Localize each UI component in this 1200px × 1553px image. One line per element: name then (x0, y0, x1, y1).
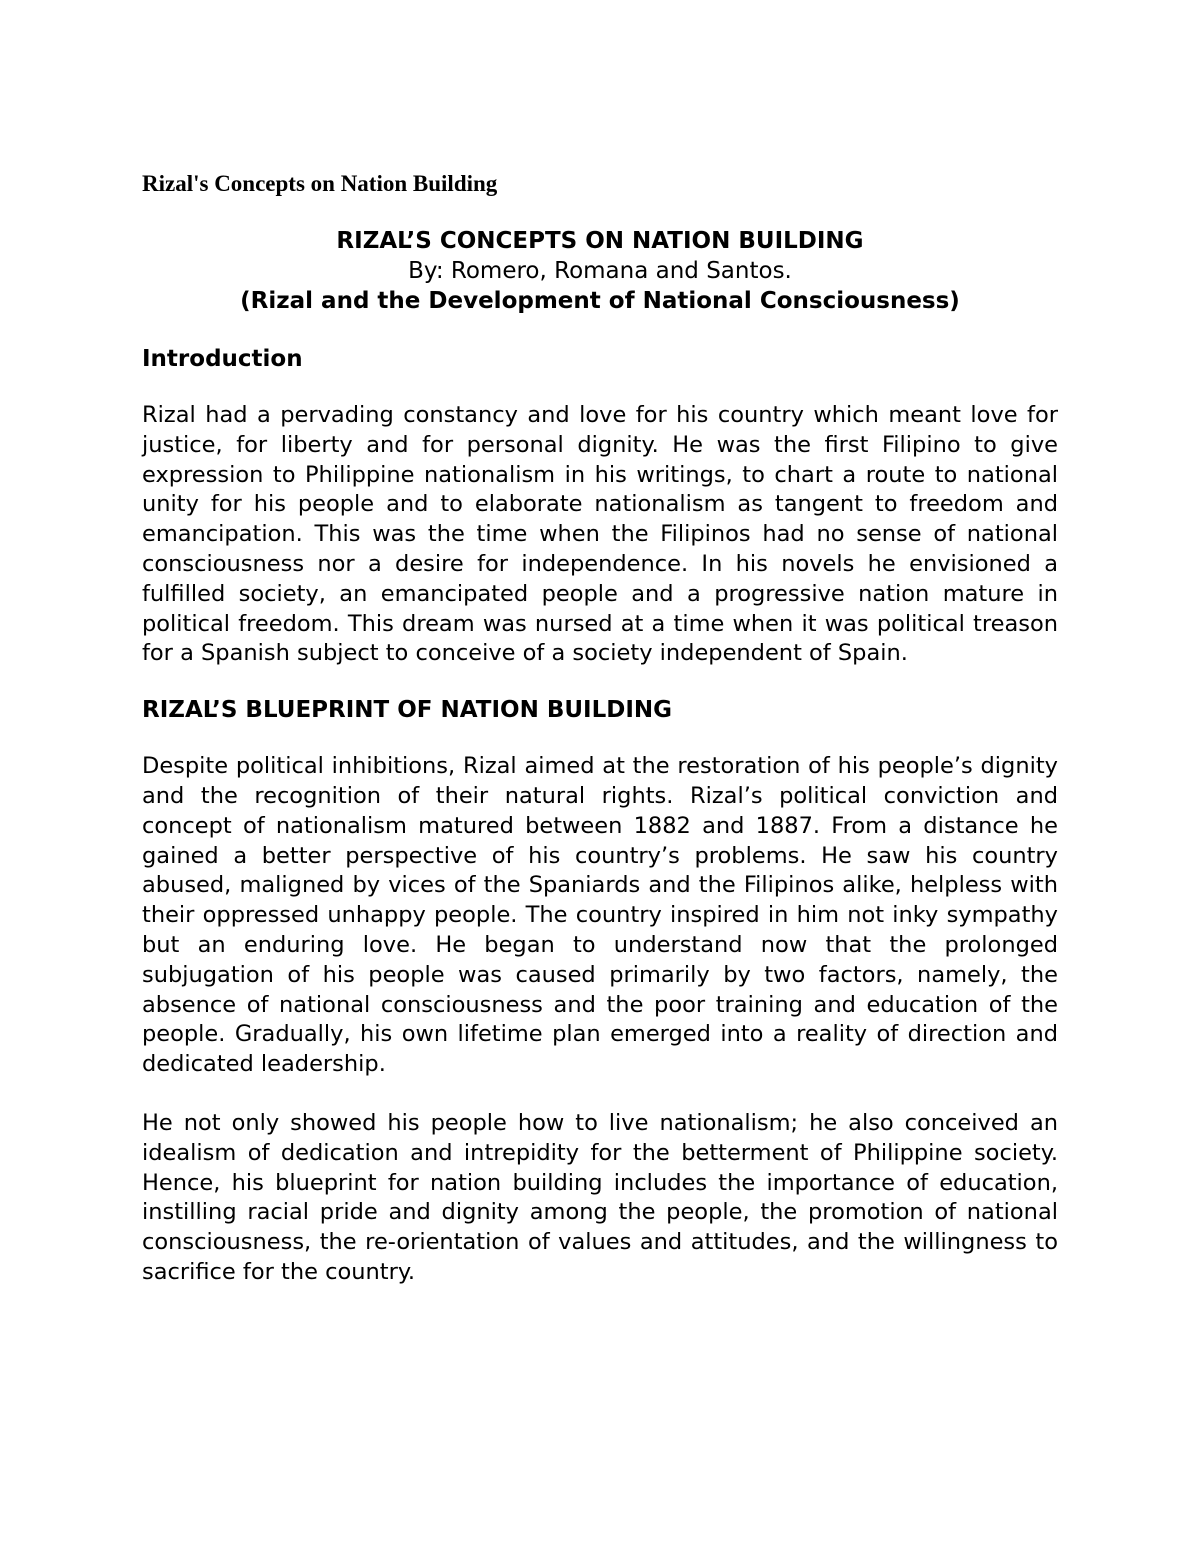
section-heading-blueprint: RIZAL’S BLUEPRINT OF NATION BUILDING (142, 697, 673, 724)
main-heading: RIZAL’S CONCEPTS ON NATION BUILDING (336, 228, 864, 254)
section-heading-introduction: Introduction (142, 346, 303, 372)
paragraph-introduction: Rizal had a pervading constancy and love for his country which meant love for justice, for liberty and for personal dignity. He was the first Filipino to give expression to Philippine nationalism in his writings, to chart a route to national unity for his people and to elaborate nationalism as tangent to freedom and emancipation. This was the time when the Filipinos had no sense of national consciousness nor a desire for independence. In his novels he envisioned a fulfilled society, an emancipated people and a progressive nation mature in political freedom. This dream was nursed at a time when it was political treason for a Spanish subject to conceive of a society independent of Spain. (142, 402, 1058, 667)
heading-block (142, 226, 1058, 316)
paragraph-blueprint-1: Despite political inhibitions, Rizal aimed at the restoration of his people’s dignity and the recognition of their natural rights. Rizal’s political conviction and concept of nationalism matured between 1882 and 1887. From a distance he gained a better perspective of his country’s problems. He saw his country abused, maligned by vices of the Spaniards and the Filipinos alike, helpless with their oppressed unhappy people. The country inspired in him not inky sympathy but an enduring love. He began to understand now that the prolonged subjugation of his people was caused primarily by two factors, namely, the absence of national consciousness and the poor training and education of the people. Gradually, his own lifetime plan emerged into a reality of direction and dedicated leadership. (142, 753, 1058, 1078)
document-subtitle: (Rizal and the Development of National Consciousness) (240, 288, 960, 314)
author-byline: By: Romero, Romana and Santos. (408, 258, 792, 284)
paragraph-blueprint-2: He not only showed his people how to live nationalism; he also conceived an idealism of dedication and intrepidity for the betterment of Philippine society. Hence, his blueprint for nation building includes the importance of education, instilling racial pride and dignity among the people, the promotion of national consciousness, the re-orientation of values and attitudes, and the willingness to sacrifice for the country. (142, 1109, 1058, 1285)
document-page (142, 168, 1058, 1288)
document-title: Rizal's Concepts on Nation Building (142, 171, 498, 196)
